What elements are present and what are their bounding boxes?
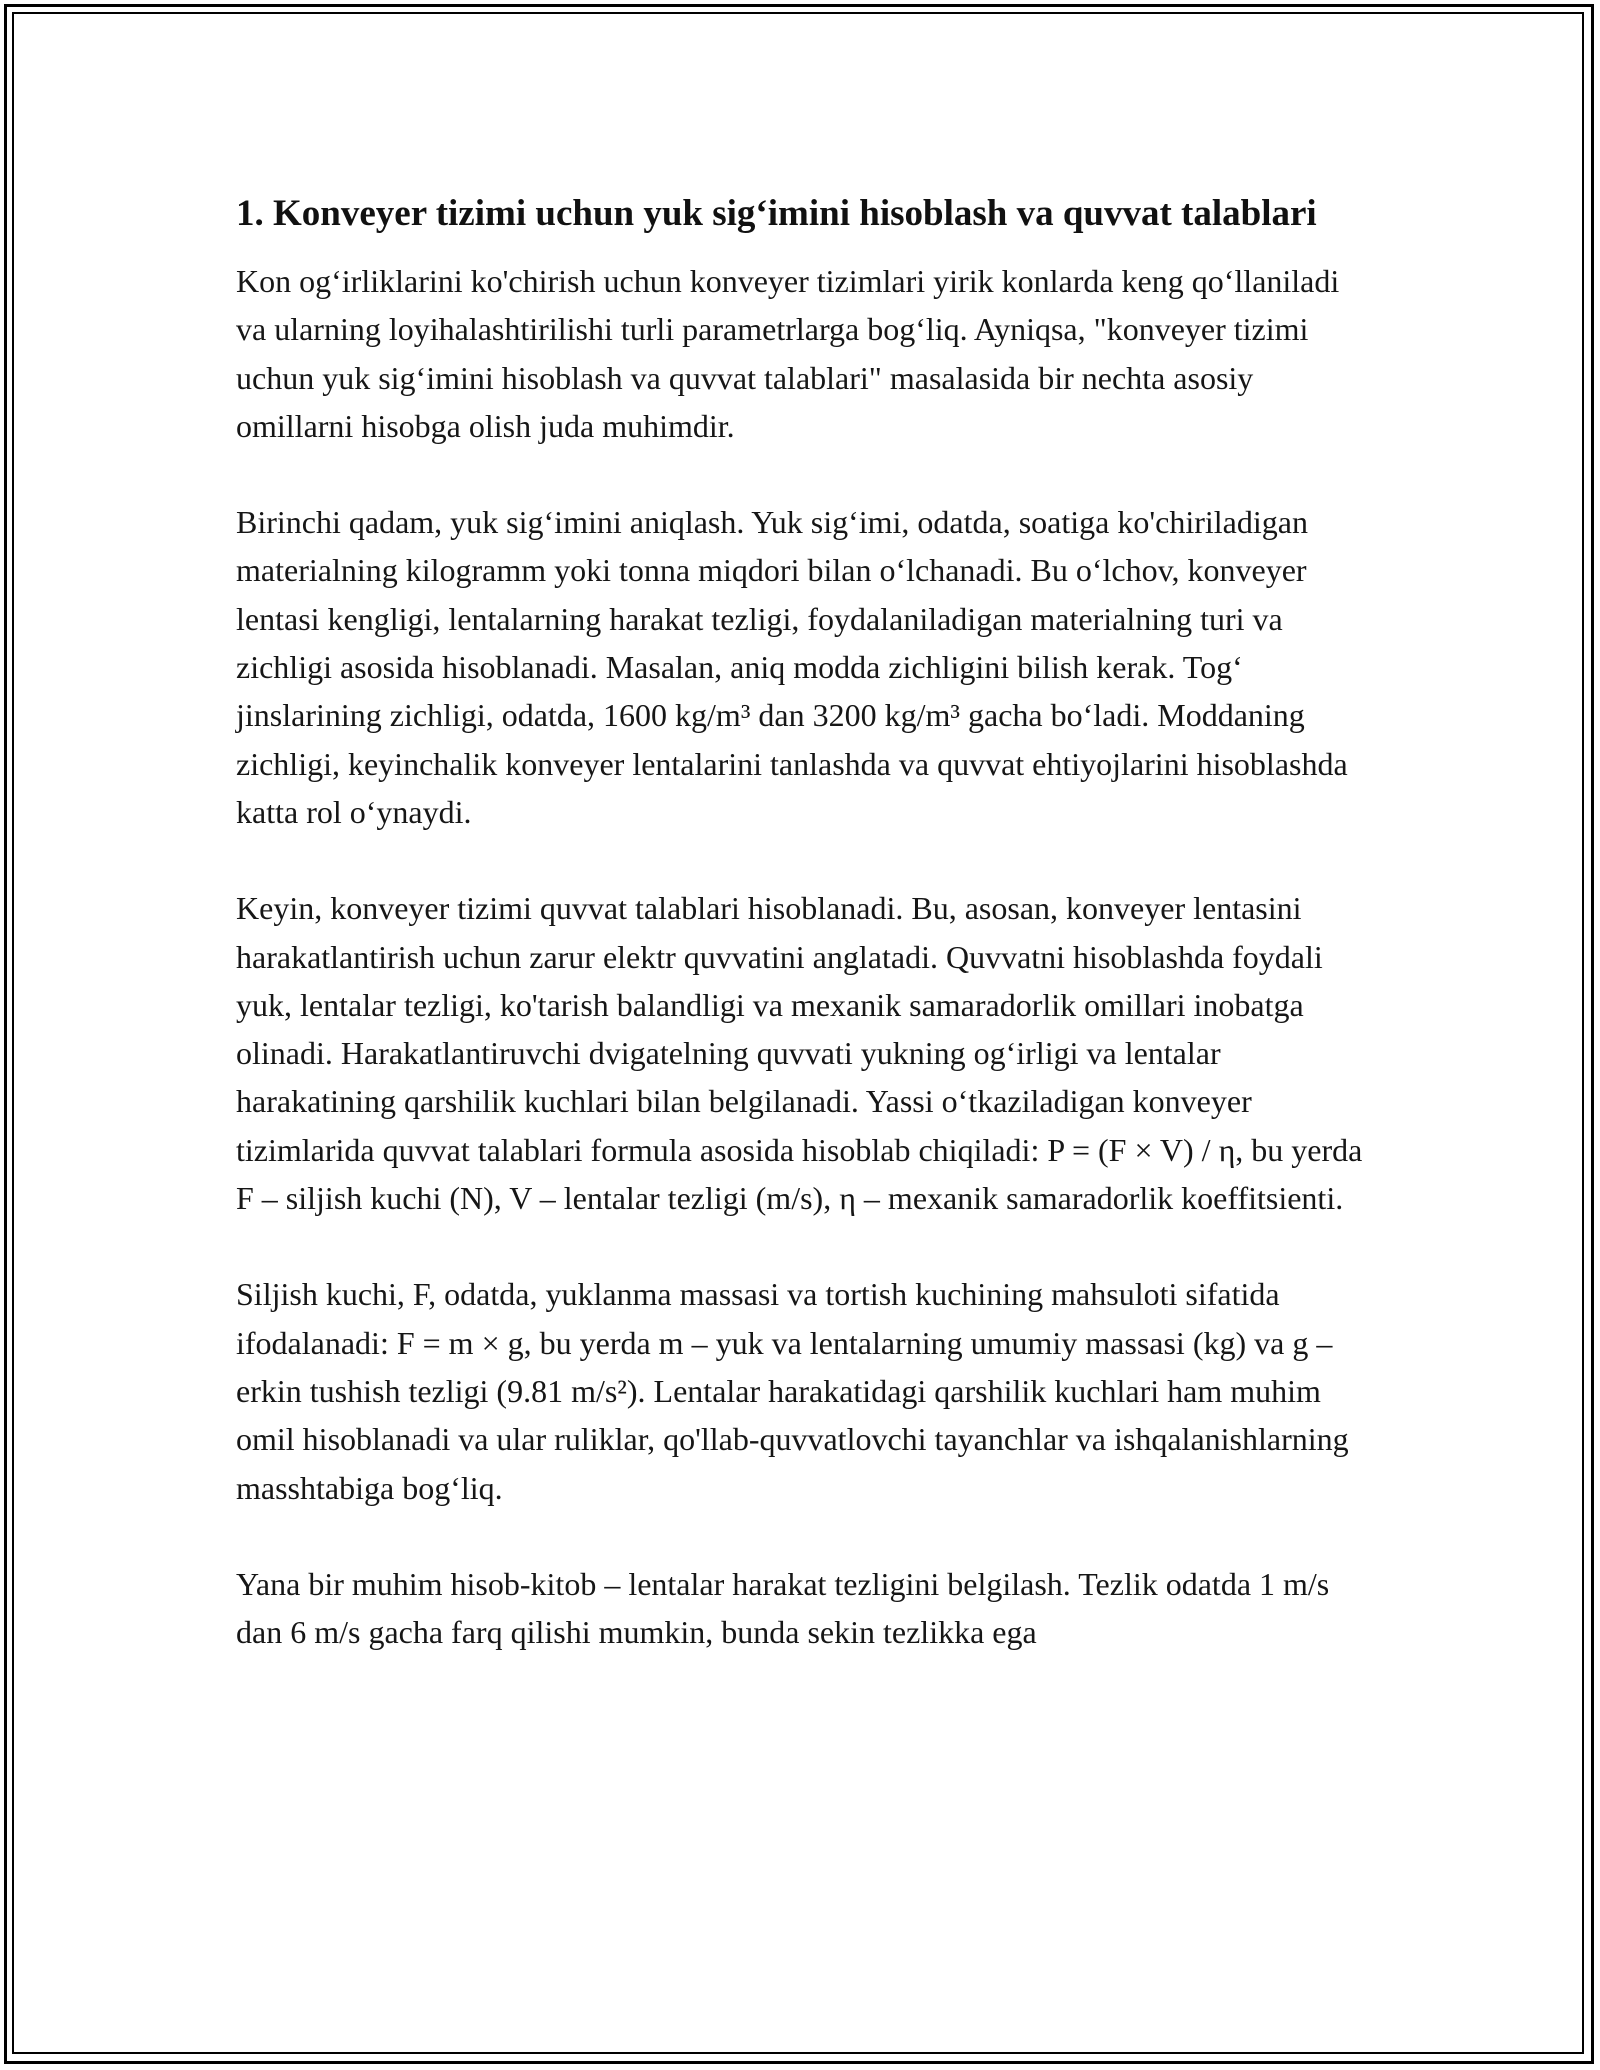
paragraph-belt-speed: Yana bir muhim hisob-kitob – lentalar harakat tezligini belgilash. Tezlik odatda 1 m/s dan 6 m/s gacha farq qilishi mumkin, bunda sekin tezlikka ega — [236, 1565, 1330, 1651]
paragraph-power-requirements: Keyin, konveyer tizimi quvvat talablari hisoblanadi. Bu, asosan, konveyer lentasini harakatlantirish uchun zarur elektr quvvatini anglatadi. Quvvatni hisoblashda foydali yuk, lentalar tezligi, ko'tarish balandligi va mexanik samaradorlik omillari inobatga olinadi. Harakatlantiruvchi dvigatelning quvvati yukning og‘irligi va lentalar harakatining qarshilik kuchlari bilan belgilanadi. Yassi o‘tkaziladigan konveyer tizimlarida quvvat talablari formula asosida hisoblab chiqiladi: P = (F × V) / η, bu yerda F – siljish kuchi (N), V – lentalar tezligi (m/s), η – mexanik samaradorlik koeffitsienti. — [236, 890, 1363, 1217]
paragraph-intro: Kon og‘irliklarini ko'chirish uchun konveyer tizimlari yirik konlarda keng qo‘llaniladi va ularning loyihalashtirilishi turli parametrlarga bog‘liq. Ayniqsa, "konveyer tizimi uchun yuk sig‘imini hisoblash va quvvat talablari" masalasida bir nechta asosiy omillarni hisobga olish juda muhimdir. — [236, 263, 1340, 444]
section-heading: 1. Konveyer tizimi uchun yuk sig‘imini hisoblash va quvvat talablari — [236, 193, 1317, 234]
paragraph-load-capacity: Birinchi qadam, yuk sig‘imini aniqlash. Yuk sig‘imi, odatda, soatiga ko'chiriladigan materialning kilogramm yoki tonna miqdori bilan o‘lchanadi. Bu o‘lchov, konveyer lentasi kengligi, lentalarning harakat tezligi, foydalaniladigan materialning turi va zichligi asosida hisoblanadi. Masalan, aniq modda zichligini bilish kerak. Tog‘ jinslarining zichligi, odatda, 1600 kg/m³ dan 3200 kg/m³ gacha bo‘ladi. Moddaning zichligi, keyinchalik konveyer lentalarini tanlashda va quvvat ehtiyojlarini hisoblashda katta rol o‘ynaydi. — [236, 504, 1348, 830]
paragraph-traction-force: Siljish kuchi, F, odatda, yuklanma massasi va tortish kuchining mahsuloti sifatida ifodalanadi: F = m × g, bu yerda m – yuk va lentalarning umumiy massasi (kg) va g – erkin tushish tezligi (9.81 m/s²). Lentalar harakatidagi qarshilik kuchlari ham muhim omil hisoblanadi va ular ruliklar, qo'llab-quvvatlovchi tayanchlar va ishqalanishlarning masshtabiga bog‘liq. — [236, 1276, 1349, 1506]
document-body — [236, 186, 1366, 1704]
